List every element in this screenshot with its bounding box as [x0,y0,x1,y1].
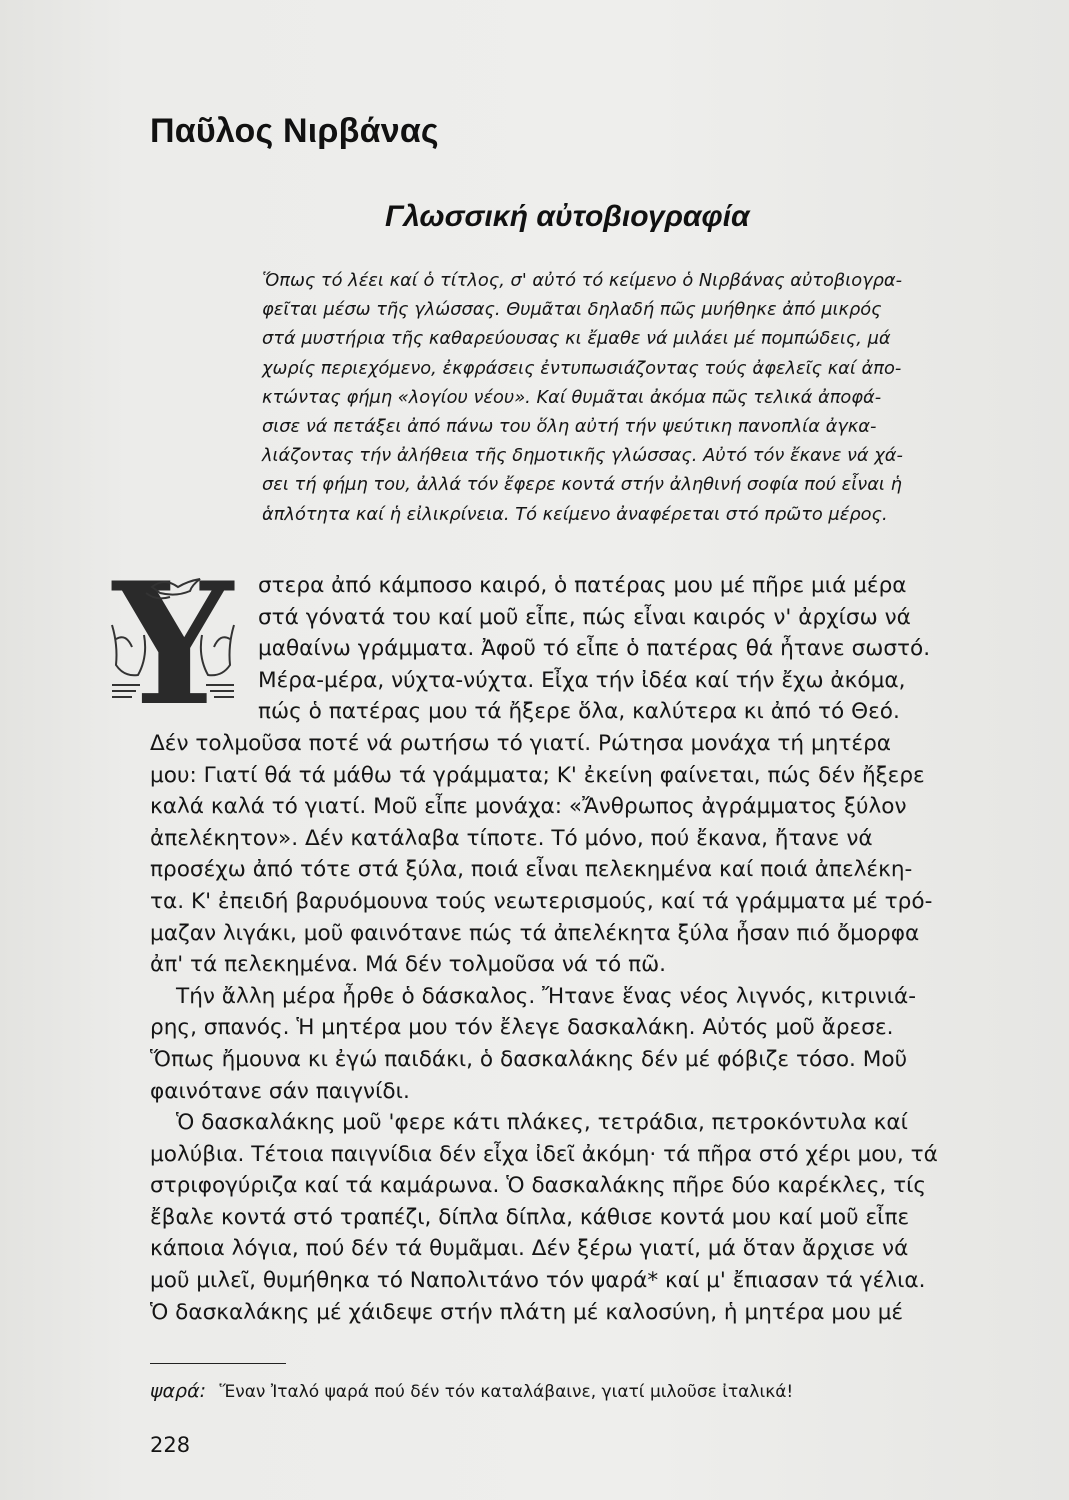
body-line: μαθαίνω γράμματα. Ἀφοῦ τό εἶπε ὁ πατέρας θά ἦτανε σωστό. [258,636,931,662]
body-line: φαινότανε σάν παιγνίδι. [150,1078,410,1104]
intro-line: ἁπλότητα καί ἡ εἰλικρίνεια. Τό κείμενο ἀναφέρεται στό πρῶτο μέρος. [262,503,888,525]
intro-line: χωρίς περιεχόμενο, ἐκφράσεις ἐντυπωσιάζοντας τούς ἀφελεῖς καί ἀπο- [262,357,902,379]
body-line: Ὅπως ἤμουνα κι ἐγώ παιδάκι, ὁ δασκαλάκης δέν μέ φόβιζε τόσο. Μοῦ [150,1046,908,1072]
body-line: ἀπελέκητον». Δέν κατάλαβα τίποτε. Τό μόνο, πού ἔκανα, ἤτανε νά [150,825,873,851]
drop-cap-letter: Υ [113,565,233,715]
body-line: μολύβια. Τέτοια παιγνίδια δέν εἶχα ἰδεῖ ἀκόμη· τά πῆρα στό χέρι μου, τά [150,1141,938,1167]
body-line: τα. Κ' ἐπειδή βαρυόμουνα τούς νεωτερισμούς, καί τά γράμματα μέ τρό- [150,888,933,914]
body-line: καλά καλά τό γιατί. Μοῦ εἶπε μονάχα: «Ἄνθρωπος ἀγράμματος ξύλον [150,794,907,820]
body-line: κάποια λόγια, πού δέν τά θυμᾶμαι. Δέν ξέρω γιατί, μά ὅταν ἄρχισε νά [150,1236,909,1262]
body-line: στερα ἀπό κάμποσο καιρό, ὁ πατέρας μου μέ πῆρε μιά μέρα [258,573,907,598]
body-line: μοῦ μιλεῖ, θυμήθηκα τό Ναπολιτάνο τόν ψαρά* καί μ' ἔπιασαν τά γέλια. [150,1268,926,1294]
footnote-term: ψαρά: [150,1380,207,1402]
main-text [150,570,1010,1328]
body-line: ἔβαλε κοντά στό τραπέζι, δίπλα δίπλα, κάθισε κοντά μου καί μοῦ εἶπε [150,1204,910,1230]
footnote-divider [150,1363,286,1364]
body-line: Ὁ δασκαλάκης μοῦ 'φερε κάτι πλάκες, τετράδια, πετροκόντυλα καί [176,1110,908,1136]
page-number: 228 [150,1433,191,1457]
body-line: προσέχω ἀπό τότε στά ξύλα, ποιά εἶναι πελεκημένα καί ποιά ἀπελέκη- [150,857,913,883]
footnote [150,1380,1010,1402]
body-line: ρης, σπανός. Ἡ μητέρα μου τόν ἔλεγε δασκαλάκη. Αὐτός μοῦ ἄρεσε. [150,1015,894,1041]
body-line: Μέρα-μέρα, νύχτα-νύχτα. Εἶχα τήν ἰδέα καί τήν ἔχω ἀκόμα, [258,667,906,693]
intro-line: Ὅπως τό λέει καί ὁ τίτλος, σ' αὐτό τό κείμενο ὁ Νιρβάνας αὐτοβιογρα- [262,270,903,291]
body-line: μαζαν λιγάκι, μοῦ φαινότανε πώς τά ἀπελέκητα ξύλα ἦσαν πιό ὄμορφα [150,920,920,946]
author-name: Παῦλος Νιρβάνας [150,112,439,150]
body-line: Δέν τολμοῦσα ποτέ νά ρωτήσω τό γιατί. Ρώτησα μονάχα τή μητέρα [150,730,892,756]
intro-line: φεῖται μέσω τῆς γλώσσας. Θυμᾶται δηλαδή πῶς μυήθηκε ἀπό μικρός [262,299,882,321]
body-line: Ὁ δασκαλάκης μέ χάιδεψε στήν πλάτη μέ καλοσύνη, ἡ μητέρα μου μέ [150,1299,904,1325]
body-line: ἀπ' τά πελεκημένα. Μά δέν τολμοῦσα νά τό πῶ. [150,952,667,978]
chapter-title: Γλωσσική αὐτοβιογραφία [385,200,750,233]
intro-line: σει τή φήμη του, ἀλλά τόν ἔφερε κοντά στήν ἀληθινή σοφία πού εἶναι ἡ [262,474,902,496]
footnote-text: Ἕναν Ἰταλό ψαρά πού δέν τόν καταλάβαινε, γιατί μιλοῦσε ἰταλικά! [219,1382,794,1402]
body-line: στριφογύριζα καί τά καμάρωνα. Ὁ δασκαλάκης πῆρε δύο καρέκλες, τίς [150,1173,927,1199]
body-line: μου: Γιατί θά τά μάθω τά γράμματα; Κ' ἐκείνη φαίνεται, πώς δέν ἤξερε [150,762,925,788]
intro-paragraph [262,266,1014,529]
intro-line: λιάζοντας τήν ἀλήθεια τῆς δημοτικῆς γλώσσας. Αὐτό τόν ἔκανε νά χά- [262,445,903,467]
intro-line: στά μυστήρια τῆς καθαρεύουσας κι ἔμαθε νά μιλάει μέ πομπώδεις, μά [262,328,891,350]
intro-line: κτώντας φήμη «λογίου νέου». Καί θυμᾶται ἀκόμα πῶς τελικά ἀποφά- [262,386,882,408]
intro-line: σισε νά πετάξει ἀπό πάνω του ὅλη αὐτή τήν ψεύτικη πανοπλία ἀγκα- [262,416,877,438]
body-line: πώς ὁ πατέρας μου τά ἤξερε ὅλα, καλύτερα κι ἀπό τό Θεό. [258,699,900,725]
body-line: στά γόνατά του καί μοῦ εἶπε, πώς εἶναι καιρός ν' ἀρχίσω νά [258,604,911,630]
body-line: Τήν ἄλλη μέρα ἦρθε ὁ δάσκαλος. Ἤτανε ἕνας νέος λιγνός, κιτρινιά- [176,983,917,1009]
